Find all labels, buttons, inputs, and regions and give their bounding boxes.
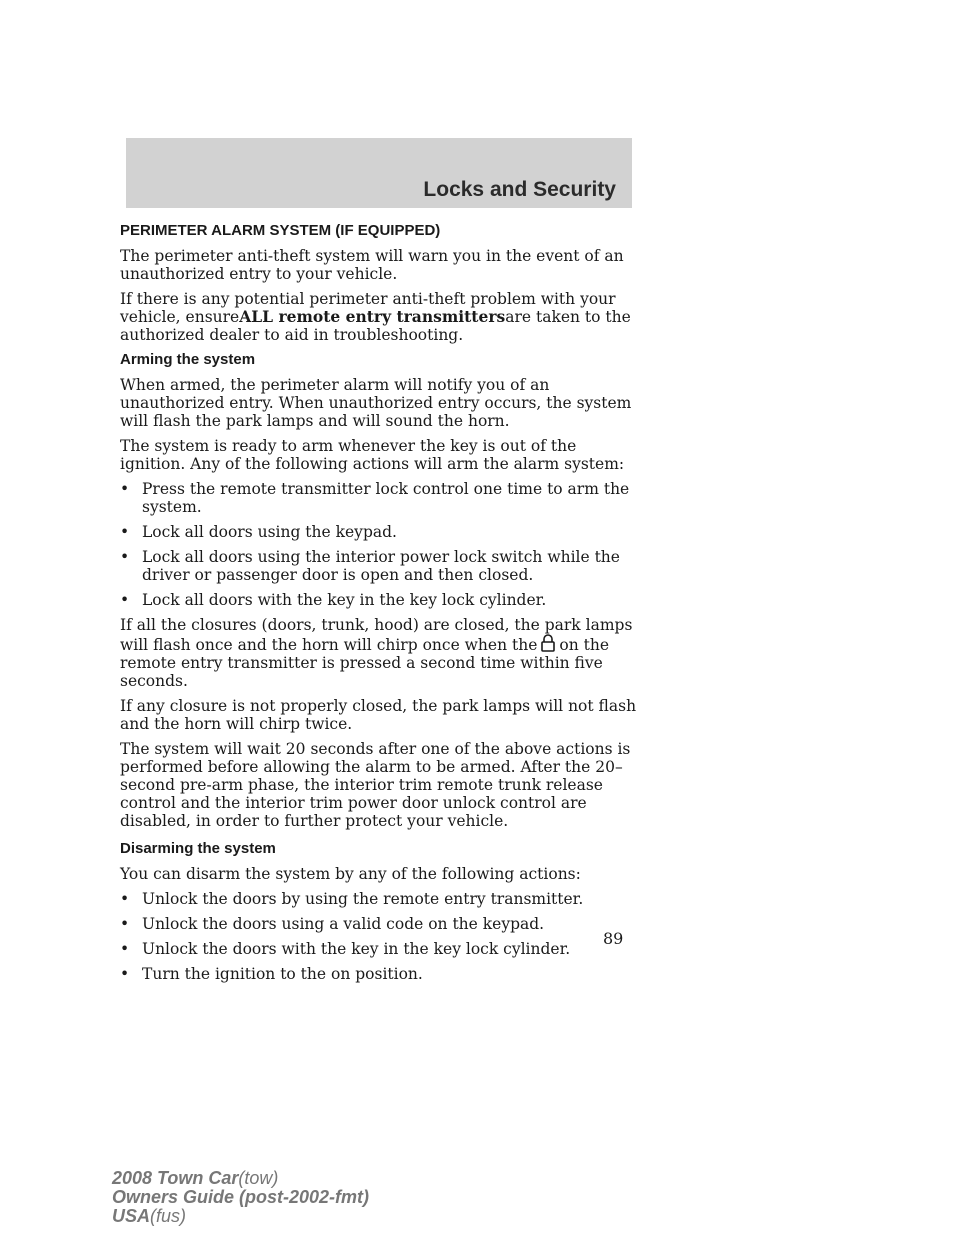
- arming-description: When armed, the perimeter alarm will notify you of an unauthorized entry. When unauthorized entry occurs, the system will flash the park lamps and will sound the horn.: [120, 376, 632, 430]
- page-number: 89: [603, 929, 624, 948]
- main-heading: PERIMETER ALARM SYSTEM (IF EQUIPPED): [120, 222, 441, 239]
- closures-text-b: on the remote entry transmitter is pressed a second time within five seconds.: [120, 636, 610, 690]
- section-header-bar: [126, 138, 632, 208]
- list-item-text: Unlock the doors with the key in the key lock cylinder.: [142, 940, 571, 958]
- list-item-text: Lock all doors with the key in the key lock cylinder.: [142, 591, 547, 609]
- bullet-mark: •: [120, 480, 130, 498]
- list-item-text: Unlock the doors using a valid code on the keypad.: [142, 915, 545, 933]
- lock-icon: [537, 634, 559, 652]
- bullet-mark: •: [120, 890, 130, 908]
- list-item: [120, 548, 640, 584]
- bullet-mark: •: [120, 940, 130, 958]
- footer-market-code: (fus): [150, 1206, 187, 1226]
- closures-text-a: If all the closures (doors, trunk, hood) are closed, the park lamps will flash once and the horn will chirp once when the: [120, 616, 633, 654]
- list-item-text: Press the remote transmitter lock control one time to arm the system.: [142, 480, 630, 516]
- document-footer: [112, 1169, 369, 1226]
- arming-ready-paragraph: The system is ready to arm whenever the key is out of the ignition. Any of the following actions will arm the alarm system:: [120, 437, 625, 473]
- bullet-mark: •: [120, 965, 130, 983]
- closures-paragraph: [120, 616, 640, 690]
- list-item-text: Lock all doors using the interior power lock switch while the driver or passenger door is open and then closed.: [142, 548, 620, 584]
- troubleshooting-text-b: are taken to the authorized dealer to aid in troubleshooting.: [120, 308, 631, 344]
- list-item: [120, 940, 640, 958]
- troubleshooting-emphasis: ALL remote entry transmitters: [239, 307, 506, 326]
- footer-line-2: Owners Guide (post-2002-fmt): [112, 1187, 370, 1207]
- list-item: [120, 480, 640, 516]
- troubleshooting-text-a: If there is any potential perimeter anti-theft problem with your vehicle, ensure: [120, 290, 616, 326]
- footer-line-3: [112, 1207, 369, 1226]
- bullet-mark: •: [120, 548, 130, 566]
- list-item: [120, 523, 640, 541]
- not-closed-paragraph: If any closure is not properly closed, the park lamps will not flash and the horn will chirp twice.: [120, 697, 637, 733]
- list-item: [120, 965, 640, 983]
- list-item: [120, 591, 640, 609]
- troubleshooting-paragraph: [120, 290, 640, 344]
- bullet-mark: •: [120, 523, 130, 541]
- footer-line-1: [112, 1169, 369, 1188]
- disarming-actions-list: [120, 890, 640, 983]
- bullet-mark: •: [120, 591, 130, 609]
- disarming-description: You can disarm the system by any of the following actions:: [120, 865, 581, 883]
- bullet-mark: •: [120, 915, 130, 933]
- footer-market: USA: [112, 1206, 151, 1226]
- arming-actions-list: [120, 480, 640, 609]
- list-item-text: Turn the ignition to the on position.: [142, 965, 423, 983]
- list-item-text: Lock all doors using the keypad.: [142, 523, 397, 541]
- page-content: [120, 222, 640, 990]
- footer-model: 2008 Town Car: [112, 1168, 239, 1188]
- disarming-heading: Disarming the system: [120, 840, 276, 857]
- pre-arm-paragraph: The system will wait 20 seconds after one of the above actions is performed before allowing the alarm to be armed. After the 20–second pre-arm phase, the interior trim remote trunk release control and the interior trim power door unlock control are disabled, in order to further protect your vehicle.: [120, 740, 631, 830]
- footer-model-code: (tow): [238, 1168, 279, 1188]
- intro-paragraph: The perimeter anti-theft system will warn you in the event of an unauthorized entry to your vehicle.: [120, 247, 624, 283]
- list-item-text: Unlock the doors by using the remote entry transmitter.: [142, 890, 584, 908]
- list-item: [120, 915, 640, 933]
- list-item: [120, 890, 640, 908]
- arming-heading: Arming the system: [120, 351, 256, 368]
- section-title: Locks and Security: [423, 178, 616, 201]
